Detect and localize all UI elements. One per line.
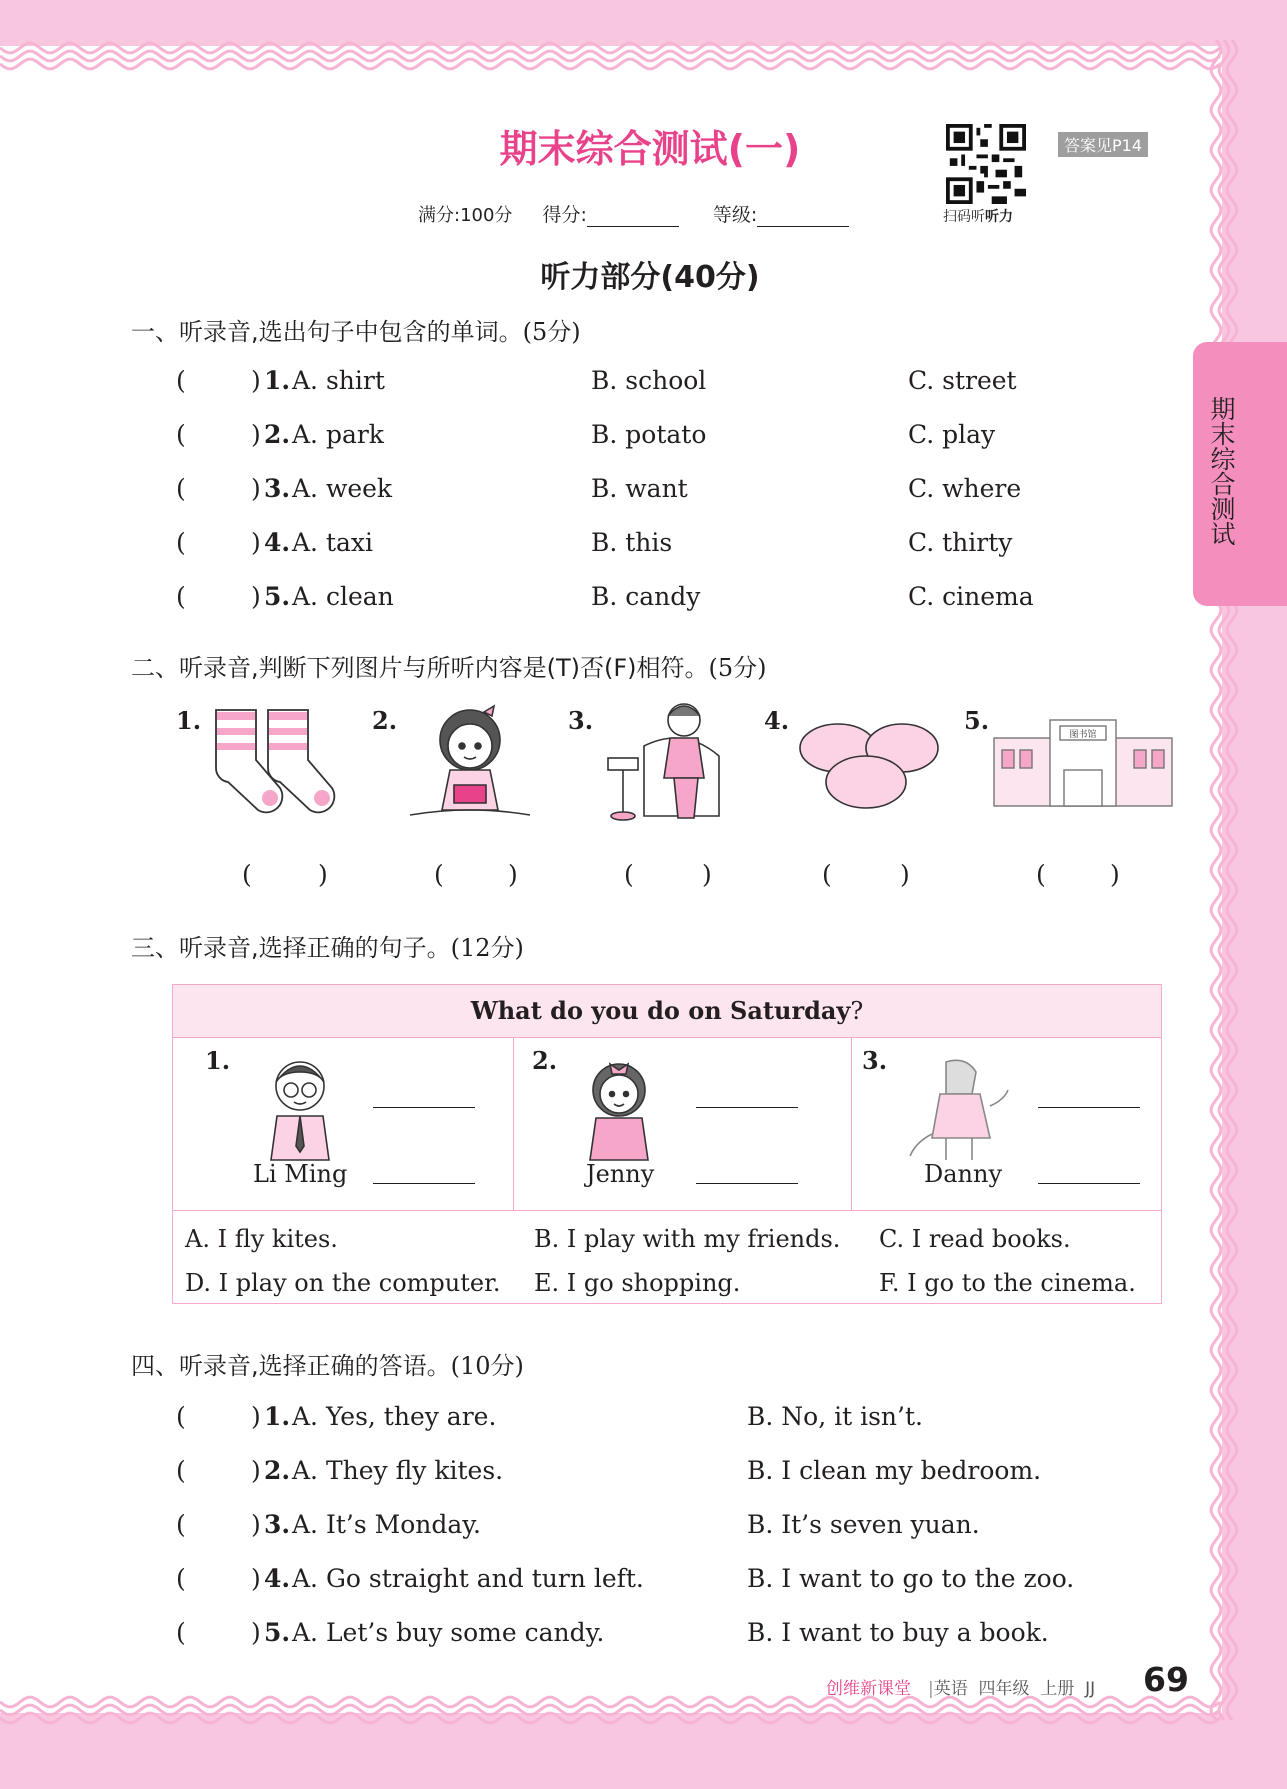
option-c: C. I read books. bbox=[879, 1225, 1071, 1253]
picture-answer-paren-close: ) bbox=[508, 860, 518, 889]
section1-option-b: B. potato bbox=[591, 420, 707, 449]
section3-heading bbox=[131, 928, 524, 963]
section1-option-c: C. cinema bbox=[908, 582, 1034, 611]
person-3-blank-1[interactable] bbox=[1038, 1106, 1140, 1108]
section4-option-a: A. Yes, they are. bbox=[292, 1402, 497, 1431]
section1-option-a: A. week bbox=[292, 474, 393, 503]
person-1-name: Li Ming bbox=[253, 1160, 348, 1188]
library-icon bbox=[990, 714, 1176, 814]
top-wave-border bbox=[0, 40, 1222, 80]
grade-label: 等级: bbox=[712, 204, 758, 226]
socks-icon bbox=[204, 700, 354, 820]
section1-item-number: 1. bbox=[264, 366, 291, 395]
section1-option-a: A. park bbox=[292, 420, 384, 449]
section1-paren-close: ) bbox=[251, 528, 261, 557]
section1-item-number: 5. bbox=[264, 582, 291, 611]
qr-label-text: 扫码听 bbox=[943, 209, 985, 225]
section1-answer-paren[interactable]: ( bbox=[176, 582, 186, 611]
section1-paren-close: ) bbox=[251, 420, 261, 449]
page-number: 69 bbox=[1143, 1660, 1189, 1699]
person-cell-1 bbox=[173, 1038, 514, 1211]
options-box bbox=[173, 1211, 1162, 1304]
person-2-blank-2[interactable] bbox=[696, 1182, 798, 1184]
person-1-number: 1. bbox=[205, 1046, 231, 1075]
full-score: 满分:100分 bbox=[418, 205, 513, 226]
person-1-blank-2[interactable] bbox=[373, 1182, 475, 1184]
section4-item-number: 3. bbox=[264, 1510, 291, 1539]
picture-answer-paren[interactable]: ( bbox=[822, 860, 832, 889]
person-3-name: Danny bbox=[924, 1160, 1003, 1188]
section3-points: (12分) bbox=[450, 934, 524, 962]
option-f: F. I go to the cinema. bbox=[879, 1269, 1136, 1297]
section1-answer-paren[interactable]: ( bbox=[176, 528, 186, 557]
score-label: 得分: bbox=[542, 204, 587, 226]
dinosaur-icon bbox=[906, 1052, 1012, 1164]
girl-reading-icon bbox=[410, 700, 530, 825]
section1-paren-close: ) bbox=[251, 474, 261, 503]
section1-option-c: C. street bbox=[908, 366, 1017, 395]
bottom-wave-border bbox=[0, 1694, 1222, 1734]
section4-item-number: 1. bbox=[264, 1402, 291, 1431]
footer-info: |英语 四年级 上册 JJ bbox=[928, 1679, 1096, 1699]
section1-option-a: A. shirt bbox=[292, 366, 385, 395]
picture-1-number: 1. bbox=[176, 706, 202, 735]
library-sign: 图书馆 bbox=[1069, 730, 1097, 740]
section4-option-a: A. They fly kites. bbox=[292, 1456, 504, 1485]
girl-bow-icon bbox=[584, 1056, 654, 1162]
section1-option-a: A. taxi bbox=[292, 528, 373, 557]
person-3-number: 3. bbox=[862, 1046, 888, 1075]
picture-4-number: 4. bbox=[764, 706, 790, 735]
section4-option-b: B. I want to go to the zoo. bbox=[747, 1564, 1075, 1593]
section4-heading bbox=[131, 1346, 524, 1381]
section2-heading-text: 二、听录音,判断下列图片与所听内容是(T)否(F)相符。 bbox=[131, 654, 709, 682]
section1-option-b: B. want bbox=[591, 474, 688, 503]
picture-answer-paren[interactable]: ( bbox=[434, 860, 444, 889]
person-2-number: 2. bbox=[532, 1046, 558, 1075]
answer-badge: 答案见P14 bbox=[1058, 132, 1148, 157]
page-title: 期末综合测试(一) bbox=[499, 127, 801, 171]
qr-code-icon[interactable] bbox=[946, 124, 1026, 204]
person-2-name: Jenny bbox=[586, 1160, 655, 1188]
section4-paren-close: ) bbox=[251, 1564, 261, 1593]
person-3-blank-2[interactable] bbox=[1038, 1182, 1140, 1184]
person-cell-2 bbox=[514, 1038, 852, 1211]
table-title bbox=[173, 985, 1162, 1038]
section4-paren-close: ) bbox=[251, 1456, 261, 1485]
section4-points: (10分) bbox=[450, 1352, 524, 1380]
qr-label-bold: 听力 bbox=[985, 209, 1013, 225]
section4-item-number: 5. bbox=[264, 1618, 291, 1647]
section4-option-a: A. Go straight and turn left. bbox=[292, 1564, 644, 1593]
table-title-mark: ? bbox=[850, 997, 864, 1025]
score-blank[interactable] bbox=[587, 208, 679, 227]
picture-answer-paren-close: ) bbox=[318, 860, 328, 889]
boy-glasses-icon bbox=[265, 1056, 335, 1162]
side-tab-label: 期末综合测试 bbox=[1207, 396, 1236, 546]
section1-option-c: C. play bbox=[908, 420, 996, 449]
option-d: D. I play on the computer. bbox=[185, 1269, 501, 1297]
section4-option-a: A. Let’s buy some candy. bbox=[292, 1618, 605, 1647]
person-cell-3 bbox=[852, 1038, 1162, 1211]
picture-answer-paren-close: ) bbox=[702, 860, 712, 889]
option-b: B. I play with my friends. bbox=[534, 1225, 841, 1253]
section4-option-b: B. I want to buy a book. bbox=[747, 1618, 1049, 1647]
qr-label bbox=[943, 206, 1013, 226]
footer-edition: JJ bbox=[1085, 1679, 1096, 1699]
picture-2-number: 2. bbox=[372, 706, 398, 735]
section1-option-b: B. this bbox=[591, 528, 673, 557]
section4-option-a: A. It’s Monday. bbox=[292, 1510, 482, 1539]
section1-answer-paren[interactable]: ( bbox=[176, 474, 186, 503]
section1-option-b: B. school bbox=[591, 366, 707, 395]
section1-answer-paren[interactable]: ( bbox=[176, 366, 186, 395]
potatoes-icon bbox=[796, 714, 942, 814]
section4-answer-paren[interactable]: ( bbox=[176, 1456, 186, 1485]
section4-answer-paren[interactable]: ( bbox=[176, 1618, 186, 1647]
footer-grade: 四年级 bbox=[978, 1679, 1030, 1699]
picture-3-number: 3. bbox=[568, 706, 594, 735]
section4-item-number: 4. bbox=[264, 1564, 291, 1593]
saturday-table bbox=[172, 984, 1162, 1304]
section1-paren-close: ) bbox=[251, 582, 261, 611]
section1-option-c: C. thirty bbox=[908, 528, 1013, 557]
section4-paren-close: ) bbox=[251, 1402, 261, 1431]
section4-answer-paren[interactable]: ( bbox=[176, 1564, 186, 1593]
part-title: 听力部分(40分) bbox=[540, 260, 760, 295]
section1-option-a: A. clean bbox=[292, 582, 394, 611]
section1-option-b: B. candy bbox=[591, 582, 701, 611]
person-2-blank-1[interactable] bbox=[696, 1106, 798, 1108]
section1-answer-paren[interactable]: ( bbox=[176, 420, 186, 449]
footer-subject: 英语 bbox=[933, 1679, 968, 1699]
section4-item-number: 2. bbox=[264, 1456, 291, 1485]
section2-points: (5分) bbox=[708, 654, 767, 682]
table-title-text: What do you do on Saturday bbox=[470, 996, 851, 1025]
section1-item-number: 3. bbox=[264, 474, 291, 503]
picture-answer-paren[interactable]: ( bbox=[242, 860, 252, 889]
section1-heading-text: 一、听录音,选出句子中包含的单词。 bbox=[131, 318, 523, 346]
footer-volume: 上册 bbox=[1040, 1679, 1075, 1699]
grade-blank[interactable] bbox=[757, 208, 849, 227]
footer-brand: 创维新课堂 bbox=[826, 1679, 911, 1699]
picture-answer-paren[interactable]: ( bbox=[1036, 860, 1046, 889]
section1-option-c: C. where bbox=[908, 474, 1022, 503]
person-1-blank-1[interactable] bbox=[373, 1106, 475, 1108]
picture-answer-paren-close: ) bbox=[1110, 860, 1120, 889]
section1-paren-close: ) bbox=[251, 366, 261, 395]
score-line bbox=[418, 200, 877, 227]
section1-points: (5分) bbox=[522, 318, 581, 346]
section1-item-number: 2. bbox=[264, 420, 291, 449]
section1-heading bbox=[131, 312, 581, 347]
section4-answer-paren[interactable]: ( bbox=[176, 1402, 186, 1431]
section3-heading-text: 三、听录音,选择正确的句子。 bbox=[131, 934, 451, 962]
section4-paren-close: ) bbox=[251, 1510, 261, 1539]
section4-heading-text: 四、听录音,选择正确的答语。 bbox=[131, 1352, 451, 1380]
option-e: E. I go shopping. bbox=[534, 1269, 741, 1297]
section4-option-b: B. I clean my bedroom. bbox=[747, 1456, 1042, 1485]
option-a: A. I fly kites. bbox=[185, 1225, 338, 1253]
section4-paren-close: ) bbox=[251, 1618, 261, 1647]
section4-option-b: B. It’s seven yuan. bbox=[747, 1510, 980, 1539]
picture-answer-paren-close: ) bbox=[900, 860, 910, 889]
section2-heading bbox=[131, 648, 767, 683]
section1-item-number: 4. bbox=[264, 528, 291, 557]
woman-phone-icon bbox=[604, 696, 724, 831]
picture-answer-paren[interactable]: ( bbox=[624, 860, 634, 889]
section4-answer-paren[interactable]: ( bbox=[176, 1510, 186, 1539]
picture-5-number: 5. bbox=[964, 706, 990, 735]
section4-option-b: B. No, it isn’t. bbox=[747, 1402, 923, 1431]
